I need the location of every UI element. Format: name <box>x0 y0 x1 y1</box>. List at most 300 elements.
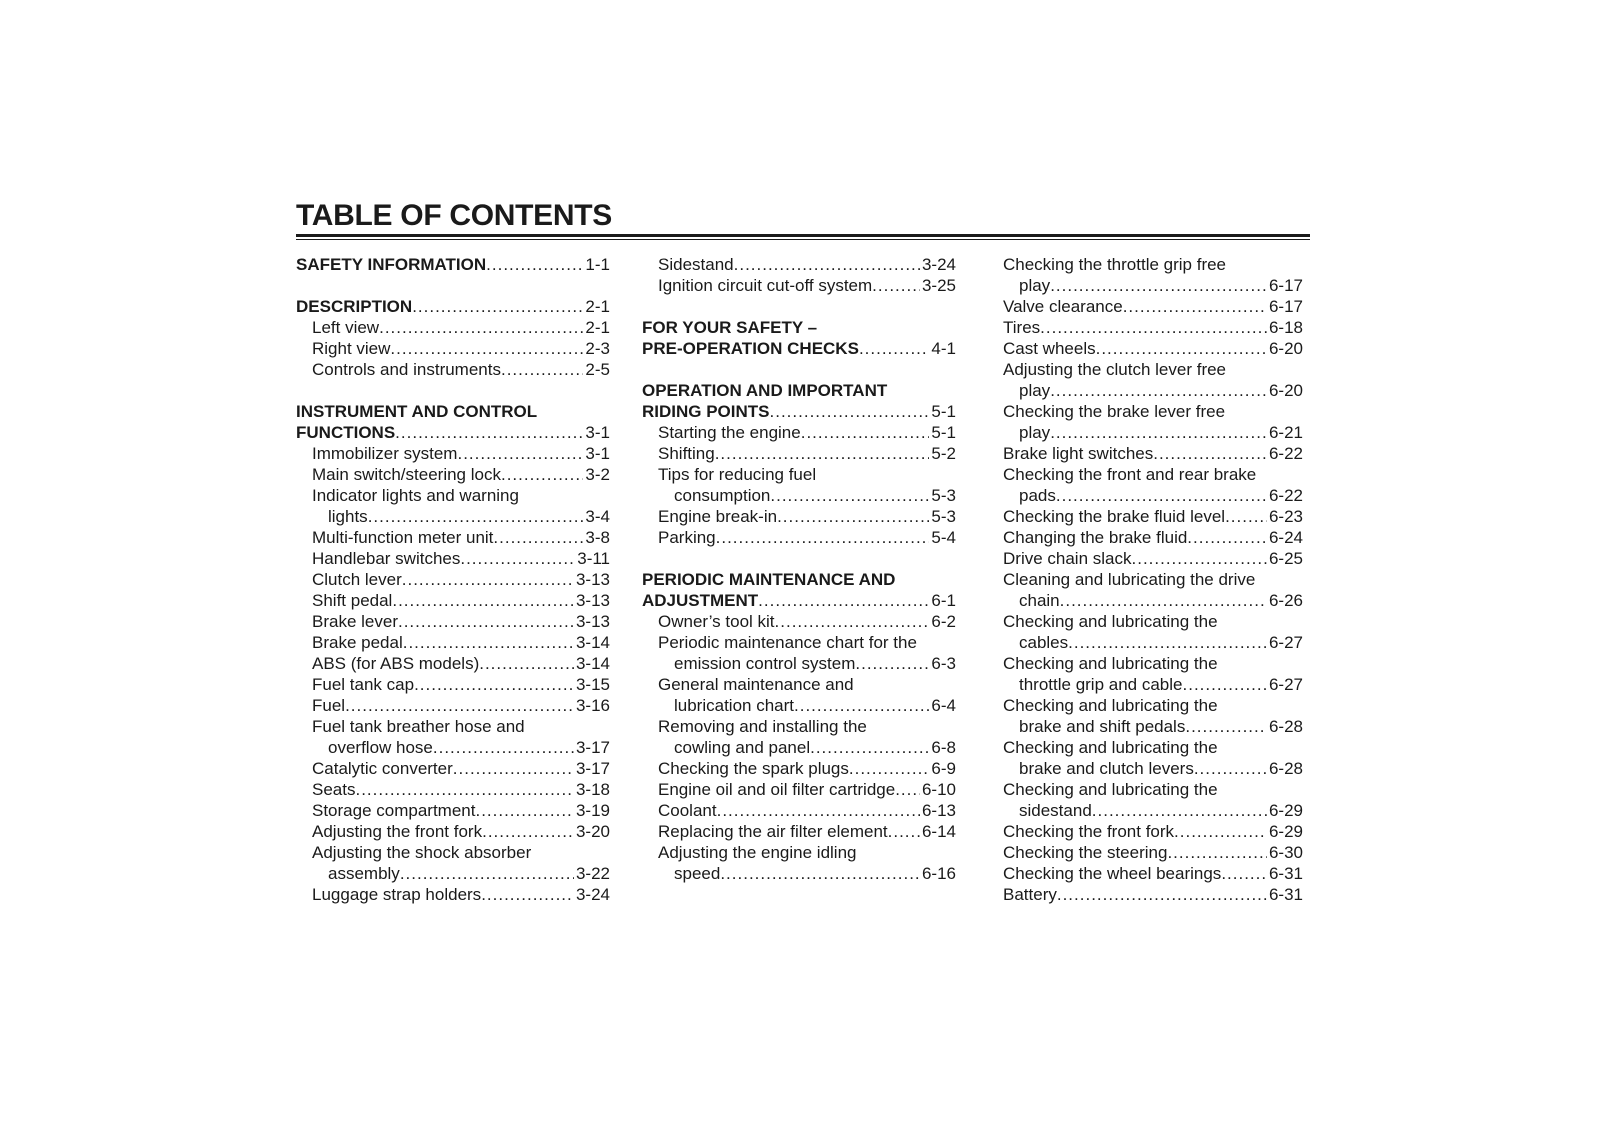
toc-entry-title: DESCRIPTION <box>296 297 413 316</box>
toc-page-number: 3-19 <box>575 801 610 820</box>
toc-column-3 <box>1003 254 1303 905</box>
toc-spacer <box>296 380 610 401</box>
toc-entry[interactable] <box>1003 590 1303 611</box>
toc-dot-leader <box>368 506 584 527</box>
toc-entry-title: assembly <box>328 864 400 883</box>
toc-entry-title: Checking the brake lever free <box>1003 402 1226 421</box>
toc-entry[interactable] <box>296 779 610 800</box>
toc-page-number: 6-26 <box>1268 591 1303 610</box>
toc-entry[interactable] <box>1003 737 1303 758</box>
toc-page-number: 3-4 <box>585 507 610 526</box>
toc-entry[interactable] <box>296 821 610 842</box>
toc-entry-title: Checking and lubricating the <box>1003 654 1218 673</box>
toc-entry-title: Drive chain slack <box>1003 549 1132 568</box>
toc-dot-leader <box>493 527 583 548</box>
toc-entry-title: Storage compartment <box>312 801 476 820</box>
toc-entry[interactable] <box>1003 800 1303 821</box>
toc-page-number: 3-24 <box>921 255 956 274</box>
toc-entry[interactable] <box>642 275 956 296</box>
toc-entry[interactable] <box>1003 779 1303 800</box>
toc-entry[interactable] <box>642 716 956 737</box>
toc-page-number: 3-15 <box>575 675 610 694</box>
toc-page-number: 6-2 <box>931 612 956 631</box>
toc-dot-leader <box>770 485 929 506</box>
toc-entry-title: RIDING POINTS <box>642 402 770 421</box>
toc-entry-title: lubrication chart <box>674 696 795 715</box>
toc-entry[interactable] <box>1003 317 1303 338</box>
toc-entry[interactable] <box>296 506 610 527</box>
toc-entry-title: Checking the throttle grip free <box>1003 255 1227 274</box>
toc-entry[interactable] <box>1003 422 1303 443</box>
toc-entry-title: Sidestand <box>658 255 734 274</box>
toc-page-number: 2-1 <box>585 318 610 337</box>
toc-entry-title: Coolant <box>658 801 717 820</box>
toc-entry[interactable] <box>296 401 610 422</box>
toc-dot-leader <box>482 821 574 842</box>
toc-dot-leader <box>1050 380 1267 401</box>
toc-entry-title: Adjusting the engine idling <box>658 843 857 862</box>
toc-page-number: 3-14 <box>575 633 610 652</box>
toc-dot-leader <box>715 443 930 464</box>
toc-page-number: 5-4 <box>931 528 956 547</box>
toc-page-number: 3-1 <box>585 423 610 442</box>
toc-dot-leader <box>1040 317 1267 338</box>
toc-entry-title: brake and shift pedals <box>1019 717 1186 736</box>
toc-entry[interactable] <box>1003 758 1303 779</box>
toc-page-number: 6-21 <box>1268 423 1303 442</box>
toc-entry-title: play <box>1019 276 1051 295</box>
toc-entry-title: SAFETY INFORMATION <box>296 255 487 274</box>
toc-dot-leader <box>398 611 574 632</box>
toc-entry[interactable] <box>1003 884 1303 905</box>
toc-entry-title: Fuel <box>312 696 346 715</box>
toc-entry[interactable] <box>642 737 956 758</box>
toc-entry[interactable] <box>642 653 956 674</box>
toc-entry-title: Indicator lights and warning <box>312 486 519 505</box>
toc-entry[interactable] <box>1003 527 1303 548</box>
toc-entry[interactable] <box>296 800 610 821</box>
toc-entry[interactable] <box>1003 716 1303 737</box>
toc-dot-leader <box>872 275 920 296</box>
toc-entry-title: cables <box>1019 633 1069 652</box>
toc-entry[interactable] <box>1003 842 1303 863</box>
toc-entry-title: Clutch lever <box>312 570 402 589</box>
toc-entry[interactable] <box>642 506 956 527</box>
toc-entry[interactable] <box>296 716 610 737</box>
toc-dot-leader <box>758 590 929 611</box>
toc-page-number: 6-17 <box>1268 276 1303 295</box>
toc-dot-leader <box>855 653 929 674</box>
toc-column-2 <box>642 254 956 884</box>
toc-page-number: 6-27 <box>1268 675 1303 694</box>
toc-entry[interactable] <box>642 821 956 842</box>
toc-dot-leader <box>1056 485 1267 506</box>
toc-dot-leader <box>1185 716 1267 737</box>
toc-entry[interactable] <box>642 674 956 695</box>
toc-entry[interactable] <box>642 632 956 653</box>
toc-entry-title: lights <box>328 507 368 526</box>
toc-entry-title: Checking and lubricating the <box>1003 696 1218 715</box>
toc-entry[interactable] <box>642 401 956 422</box>
toc-page-number: 6-31 <box>1268 864 1303 883</box>
toc-entry[interactable] <box>642 611 956 632</box>
toc-page-number: 3-13 <box>575 612 610 631</box>
toc-page-number: 3-2 <box>585 465 610 484</box>
toc-dot-leader <box>717 800 920 821</box>
toc-entry[interactable] <box>642 590 956 611</box>
toc-page-number: 6-29 <box>1268 801 1303 820</box>
toc-entry[interactable] <box>1003 506 1303 527</box>
toc-entry-title: Immobilizer system <box>312 444 458 463</box>
toc-page-number: 6-30 <box>1268 843 1303 862</box>
toc-entry[interactable] <box>1003 569 1303 590</box>
toc-page-number: 5-3 <box>931 507 956 526</box>
toc-page-number: 6-22 <box>1268 486 1303 505</box>
toc-dot-leader <box>716 527 930 548</box>
toc-entry[interactable] <box>642 422 956 443</box>
toc-entry[interactable] <box>1003 338 1303 359</box>
toc-page-number: 6-28 <box>1268 717 1303 736</box>
toc-dot-leader <box>412 296 583 317</box>
toc-dot-leader <box>402 569 574 590</box>
toc-dot-leader <box>501 359 583 380</box>
toc-entry[interactable] <box>296 569 610 590</box>
toc-entry[interactable] <box>642 569 956 590</box>
toc-entry-title: Fuel tank breather hose and <box>312 717 525 736</box>
toc-entry[interactable] <box>1003 359 1303 380</box>
toc-dot-leader <box>859 338 929 359</box>
toc-entry[interactable] <box>296 884 610 905</box>
toc-entry-title: Checking and lubricating the <box>1003 612 1218 631</box>
toc-entry[interactable] <box>296 611 610 632</box>
toc-dot-leader <box>1123 296 1267 317</box>
toc-page-number: 3-18 <box>575 780 610 799</box>
toc-entry[interactable] <box>296 338 610 359</box>
toc-entry[interactable] <box>296 632 610 653</box>
toc-dot-leader <box>801 422 930 443</box>
title-rule-thin <box>296 239 1310 240</box>
toc-dot-leader <box>1225 506 1267 527</box>
toc-dot-leader <box>1183 674 1267 695</box>
toc-entry-title: Starting the engine <box>658 423 801 442</box>
toc-entry[interactable] <box>642 842 956 863</box>
toc-dot-leader <box>895 779 920 800</box>
toc-entry-title: Right view <box>312 339 391 358</box>
toc-dot-leader <box>734 254 920 275</box>
toc-entry[interactable] <box>296 422 610 443</box>
toc-entry[interactable] <box>1003 674 1303 695</box>
toc-entry-title: Shift pedal <box>312 591 393 610</box>
toc-entry-title: Checking the wheel bearings <box>1003 864 1222 883</box>
toc-entry[interactable] <box>1003 380 1303 401</box>
toc-entry-title: PRE-OPERATION CHECKS <box>642 339 859 358</box>
toc-page-number: 3-17 <box>575 738 610 757</box>
toc-page-number: 6-29 <box>1268 822 1303 841</box>
toc-page-number: 3-13 <box>575 570 610 589</box>
page-title: TABLE OF CONTENTS <box>296 199 612 232</box>
toc-entry-title: play <box>1019 423 1051 442</box>
toc-entry-title: Tires <box>1003 318 1041 337</box>
toc-entry[interactable] <box>642 863 956 884</box>
toc-entry-title: Brake light switches <box>1003 444 1154 463</box>
toc-dot-leader <box>720 863 920 884</box>
toc-dot-leader <box>379 317 583 338</box>
toc-entry[interactable] <box>1003 464 1303 485</box>
toc-page-number: 6-17 <box>1268 297 1303 316</box>
toc-dot-leader <box>770 401 930 422</box>
toc-page-number: 6-31 <box>1268 885 1303 904</box>
toc-entry-title: Fuel tank cap <box>312 675 415 694</box>
toc-entry-title: Seats <box>312 780 356 799</box>
toc-page-number: 6-8 <box>931 738 956 757</box>
toc-page-number: 5-1 <box>931 402 956 421</box>
toc-entry-title: Shifting <box>658 444 715 463</box>
toc-entry-title: Checking and lubricating the <box>1003 780 1218 799</box>
toc-entry-title: Controls and instruments <box>312 360 501 379</box>
toc-entry-title: Brake pedal <box>312 633 403 652</box>
toc-entry-title: Left view <box>312 318 380 337</box>
toc-page-number: 3-17 <box>575 759 610 778</box>
toc-dot-leader <box>481 884 574 905</box>
toc-entry[interactable] <box>642 380 956 401</box>
toc-entry[interactable] <box>1003 632 1303 653</box>
toc-page-number: 6-20 <box>1268 339 1303 358</box>
toc-entry[interactable] <box>296 548 610 569</box>
toc-page-number: 5-1 <box>931 423 956 442</box>
toc-dot-leader <box>395 422 583 443</box>
toc-dot-leader <box>1092 800 1267 821</box>
toc-spacer <box>642 296 956 317</box>
toc-entry[interactable] <box>1003 548 1303 569</box>
toc-page-number: 6-28 <box>1268 759 1303 778</box>
toc-dot-leader <box>479 653 574 674</box>
toc-page-number: 2-5 <box>585 360 610 379</box>
toc-entry[interactable] <box>296 758 610 779</box>
toc-page-number: 6-3 <box>931 654 956 673</box>
toc-spacer <box>642 359 956 380</box>
toc-dot-leader <box>1153 443 1267 464</box>
toc-entry-title: ADJUSTMENT <box>642 591 759 610</box>
toc-entry[interactable] <box>642 317 956 338</box>
toc-entry-title: Handlebar switches <box>312 549 461 568</box>
toc-entry-title: Battery <box>1003 885 1057 904</box>
toc-entry[interactable] <box>642 443 956 464</box>
toc-entry[interactable] <box>296 590 610 611</box>
toc-entry-title: Tips for reducing fuel <box>658 465 817 484</box>
toc-entry-title: throttle grip and cable <box>1019 675 1183 694</box>
toc-dot-leader <box>1194 758 1267 779</box>
toc-dot-leader <box>810 737 929 758</box>
toc-entry-title: Luggage strap holders <box>312 885 482 904</box>
toc-dot-leader <box>460 548 575 569</box>
toc-entry-title: Cast wheels <box>1003 339 1096 358</box>
toc-entry-title: Multi-function meter unit <box>312 528 494 547</box>
toc-dot-leader <box>355 779 573 800</box>
toc-entry-title: sidestand <box>1019 801 1092 820</box>
toc-entry[interactable] <box>642 338 956 359</box>
toc-page-number: 6-16 <box>921 864 956 883</box>
toc-dot-leader <box>403 632 574 653</box>
toc-entry[interactable] <box>1003 821 1303 842</box>
toc-page-number: 5-3 <box>931 486 956 505</box>
toc-dot-leader <box>1060 590 1267 611</box>
toc-dot-leader <box>1132 548 1267 569</box>
toc-entry[interactable] <box>1003 611 1303 632</box>
toc-spacer <box>296 275 610 296</box>
toc-entry-title: FOR YOUR SAFETY – <box>642 318 818 337</box>
toc-dot-leader <box>486 254 583 275</box>
toc-page-number: 6-22 <box>1268 444 1303 463</box>
toc-entry-title: Checking the brake fluid level <box>1003 507 1226 526</box>
toc-entry[interactable] <box>296 863 610 884</box>
toc-page-number: 3-13 <box>575 591 610 610</box>
toc-dot-leader <box>475 800 574 821</box>
toc-page-number: 3-16 <box>575 696 610 715</box>
toc-entry-title: Ignition circuit cut-off system <box>658 276 873 295</box>
toc-entry-title: Adjusting the clutch lever free <box>1003 360 1227 379</box>
toc-entry-title: Removing and installing the <box>658 717 867 736</box>
toc-entry-title: speed <box>674 864 721 883</box>
toc-entry-title: emission control system <box>674 654 856 673</box>
toc-entry-title: pads <box>1019 486 1056 505</box>
toc-page-number: 3-20 <box>575 822 610 841</box>
toc-dot-leader <box>1174 821 1267 842</box>
toc-dot-leader <box>414 674 574 695</box>
toc-entry-title: cowling and panel <box>674 738 811 757</box>
toc-entry[interactable] <box>1003 863 1303 884</box>
toc-entry[interactable] <box>296 695 610 716</box>
toc-entry-title: Main switch/steering lock <box>312 465 501 484</box>
toc-entry[interactable] <box>296 359 610 380</box>
toc-entry[interactable] <box>1003 254 1303 275</box>
toc-entry[interactable] <box>1003 401 1303 422</box>
toc-entry[interactable] <box>1003 695 1303 716</box>
toc-entry[interactable] <box>296 296 610 317</box>
toc-page-number: 3-22 <box>575 864 610 883</box>
toc-entry-title: brake and clutch levers <box>1019 759 1194 778</box>
toc-entry[interactable] <box>642 464 956 485</box>
toc-entry[interactable] <box>296 653 610 674</box>
toc-dot-leader <box>1050 422 1267 443</box>
toc-dot-leader <box>453 758 574 779</box>
toc-entry[interactable] <box>296 674 610 695</box>
toc-page-number: 6-9 <box>931 759 956 778</box>
toc-entry[interactable] <box>296 842 610 863</box>
toc-entry-title: Periodic maintenance chart for the <box>658 633 917 652</box>
toc-entry[interactable] <box>296 317 610 338</box>
toc-page-number: 6-23 <box>1268 507 1303 526</box>
toc-entry-title: PERIODIC MAINTENANCE AND <box>642 570 896 589</box>
toc-dot-leader <box>390 338 583 359</box>
toc-entry[interactable] <box>1003 443 1303 464</box>
toc-entry-title: Checking and lubricating the <box>1003 738 1218 757</box>
toc-page-number: 3-1 <box>585 444 610 463</box>
toc-entry[interactable] <box>296 443 610 464</box>
toc-dot-leader <box>1187 527 1267 548</box>
toc-page-number: 2-3 <box>585 339 610 358</box>
toc-entry[interactable] <box>1003 485 1303 506</box>
toc-dot-leader <box>1068 632 1267 653</box>
toc-dot-leader <box>1221 863 1267 884</box>
toc-entry[interactable] <box>642 254 956 275</box>
toc-entry[interactable] <box>642 485 956 506</box>
toc-entry[interactable] <box>296 527 610 548</box>
toc-dot-leader <box>794 695 929 716</box>
toc-column-1 <box>296 254 610 905</box>
toc-page-number: 4-1 <box>931 339 956 358</box>
toc-entry-title: Cleaning and lubricating the drive <box>1003 570 1256 589</box>
toc-page-number: 3-8 <box>585 528 610 547</box>
toc-entry-title: chain <box>1019 591 1060 610</box>
toc-entry[interactable] <box>1003 296 1303 317</box>
toc-entry[interactable] <box>642 779 956 800</box>
toc-dot-leader <box>392 590 574 611</box>
toc-page-number: 6-14 <box>921 822 956 841</box>
toc-dot-leader <box>501 464 583 485</box>
toc-page-number: 6-24 <box>1268 528 1303 547</box>
toc-entry[interactable] <box>1003 653 1303 674</box>
toc-entry[interactable] <box>296 464 610 485</box>
toc-dot-leader <box>400 863 574 884</box>
toc-dot-leader <box>849 758 930 779</box>
toc-entry[interactable] <box>296 254 610 275</box>
toc-entry-title: Adjusting the front fork <box>312 822 483 841</box>
toc-entry-title: Engine break-in <box>658 507 778 526</box>
toc-entry[interactable] <box>296 737 610 758</box>
toc-entry-title: FUNCTIONS <box>296 423 396 442</box>
toc-dot-leader <box>433 737 574 758</box>
toc-entry-title: Checking the front fork <box>1003 822 1175 841</box>
toc-entry-title: INSTRUMENT AND CONTROL <box>296 402 538 421</box>
toc-page-number: 3-24 <box>575 885 610 904</box>
toc-dot-leader <box>457 443 583 464</box>
toc-entry[interactable] <box>642 527 956 548</box>
toc-entry-title: Parking <box>658 528 716 547</box>
toc-entry[interactable] <box>642 695 956 716</box>
toc-entry-title: Checking the steering <box>1003 843 1168 862</box>
toc-entry-title: Valve clearance <box>1003 297 1123 316</box>
toc-entry-title: General maintenance and <box>658 675 854 694</box>
toc-entry-title: Engine oil and oil filter cartridge <box>658 780 896 799</box>
toc-entry-title: OPERATION AND IMPORTANT <box>642 381 888 400</box>
toc-dot-leader <box>775 611 930 632</box>
toc-page-number: 6-25 <box>1268 549 1303 568</box>
toc-page-number: 6-20 <box>1268 381 1303 400</box>
toc-page-number: 6-4 <box>931 696 956 715</box>
toc-entry[interactable] <box>1003 275 1303 296</box>
toc-page-number: 3-25 <box>921 276 956 295</box>
toc-page-number: 5-2 <box>931 444 956 463</box>
toc-page-number: 6-18 <box>1268 318 1303 337</box>
toc-entry-title: Replacing the air filter element <box>658 822 888 841</box>
toc-entry-title: Adjusting the shock absorber <box>312 843 532 862</box>
toc-entry[interactable] <box>296 485 610 506</box>
toc-entry-title: Checking the spark plugs <box>658 759 849 778</box>
toc-entry[interactable] <box>642 758 956 779</box>
title-rule-thick <box>296 234 1310 237</box>
toc-page-number: 6-10 <box>921 780 956 799</box>
toc-page-number: 2-1 <box>585 297 610 316</box>
toc-entry-title: ABS (for ABS models) <box>312 654 480 673</box>
toc-page-number: 3-14 <box>575 654 610 673</box>
toc-entry-title: Checking the front and rear brake <box>1003 465 1257 484</box>
toc-dot-leader <box>888 821 920 842</box>
toc-page-number: 3-11 <box>577 549 610 568</box>
toc-dot-leader <box>345 695 574 716</box>
toc-entry-title: Owner’s tool kit <box>658 612 775 631</box>
toc-entry[interactable] <box>642 800 956 821</box>
toc-page-number: 6-1 <box>931 591 956 610</box>
